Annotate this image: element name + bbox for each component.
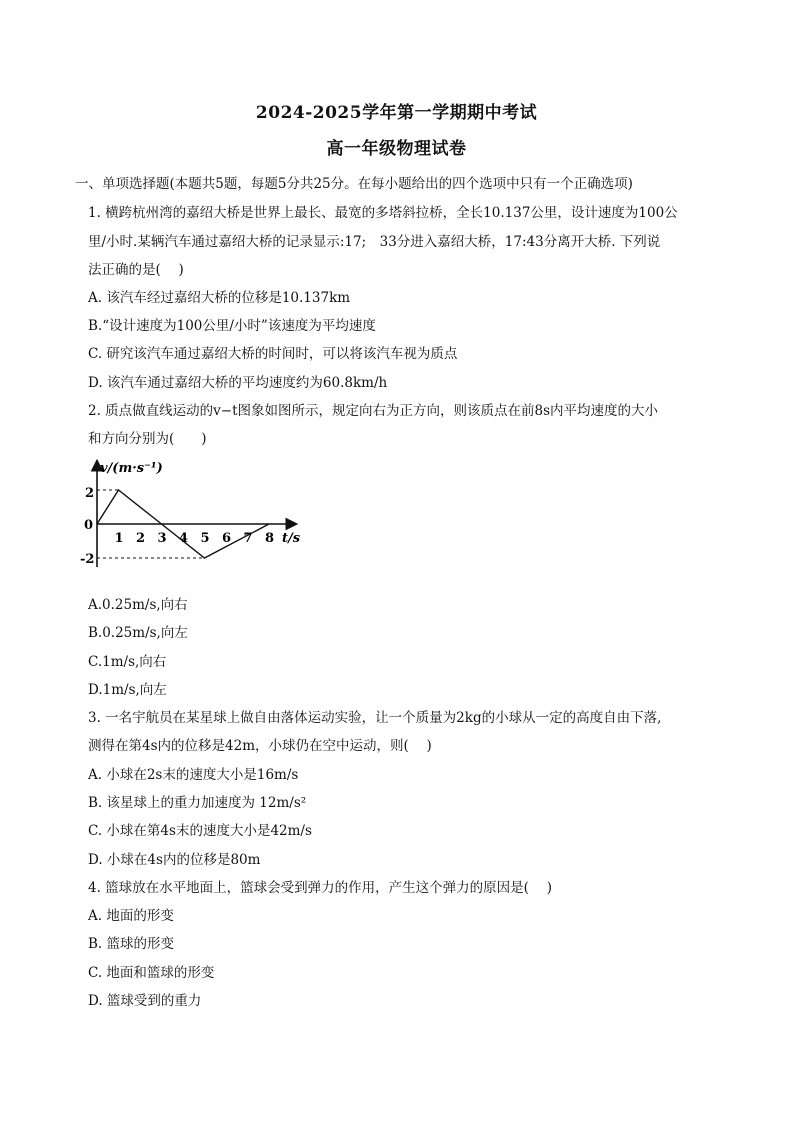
x-tick-6: 6	[222, 531, 232, 546]
q4-option-a: A. 地面的形变	[88, 908, 174, 924]
vt-graph	[80, 452, 310, 577]
exam-title: 2024-2025学年第一学期期中考试	[255, 103, 538, 123]
q4-option-d: D. 篮球受到的重力	[88, 993, 202, 1009]
q3-option-a: A. 小球在2s末的速度大小是16m/s	[88, 767, 299, 783]
q2-option-c: C.1m/s,向右	[88, 654, 167, 670]
q1-option-d: D. 该汽车通过嘉绍大桥的平均速度约为60.8km/h	[88, 375, 388, 391]
y-tick-2: 2	[85, 486, 95, 501]
q2-stem-line2: 和方向分别为( )	[88, 431, 207, 447]
q2-option-b: B.0.25m/s,向左	[88, 625, 188, 641]
origin-label: 0	[84, 518, 94, 533]
q2-option-a: A.0.25m/s,向右	[88, 597, 188, 613]
y-axis-label: v/(m·s⁻¹)	[100, 461, 163, 476]
x-tick-2: 2	[136, 531, 146, 546]
section-heading: 一、单项选择题(本题共5题，每题5分共25分。在每小题给出的四个选项中只有一个正确选项)	[75, 176, 633, 192]
q4-stem-line1: 4. 篮球放在水平地面上，篮球会受到弹力的作用，产生这个弹力的原因是( )	[88, 880, 552, 896]
exam-subtitle: 高一年级物理试卷	[326, 139, 467, 159]
q3-option-b: B. 该星球上的重力加速度为 12m/s²	[88, 795, 307, 811]
x-axis-label: t/s	[282, 531, 301, 546]
q3-option-c: C. 小球在第4s末的速度大小是42m/s	[88, 823, 312, 839]
q2-option-d: D.1m/s,向左	[88, 682, 167, 698]
q1-stem-line1: 1. 横跨杭州湾的嘉绍大桥是世界上最长、最宽的多塔斜拉桥，全长10.137公里，设计速度为100公	[88, 205, 678, 221]
q4-option-c: C. 地面和篮球的形变	[88, 965, 215, 981]
q1-stem-line3: 法正确的是( )	[88, 262, 184, 278]
x-tick-1: 1	[114, 531, 124, 546]
x-tick-8: 8	[265, 531, 275, 546]
q1-option-c: C. 研究该汽车通过嘉绍大桥的时间时，可以将该汽车视为质点	[88, 346, 458, 362]
q3-stem-line2: 测得在第4s内的位移是42m，小球仍在空中运动，则( )	[88, 738, 432, 754]
x-ticks	[115, 531, 275, 546]
y-tick-neg2: -2	[80, 552, 95, 567]
x-tick-4: 4	[179, 531, 189, 546]
q1-option-b: B.“设计速度为100公里/小时”该速度为平均速度	[88, 318, 376, 334]
q1-option-a: A. 该汽车经过嘉绍大桥的位移是10.137km	[88, 290, 351, 306]
q1-stem-line2: 里/小时.某辆汽车通过嘉绍大桥的记录显示:17; 33分进入嘉绍大桥，17:43分离开大桥. 下列说	[88, 234, 661, 250]
x-tick-7: 7	[243, 531, 253, 546]
q2-stem-line1: 2. 质点做直线运动的v−t图象如图所示，规定向右为正方向，则该质点在前8s内平均速度的大小	[88, 403, 659, 419]
q4-option-b: B. 篮球的形变	[88, 936, 175, 952]
x-tick-5: 5	[200, 531, 210, 546]
q3-option-d: D. 小球在4s内的位移是80m	[88, 852, 261, 868]
x-tick-3: 3	[157, 531, 167, 546]
q3-stem-line1: 3. 一名宇航员在某星球上做自由落体运动实验，让一个质量为2kg的小球从一定的高度自由下落,	[88, 710, 662, 726]
